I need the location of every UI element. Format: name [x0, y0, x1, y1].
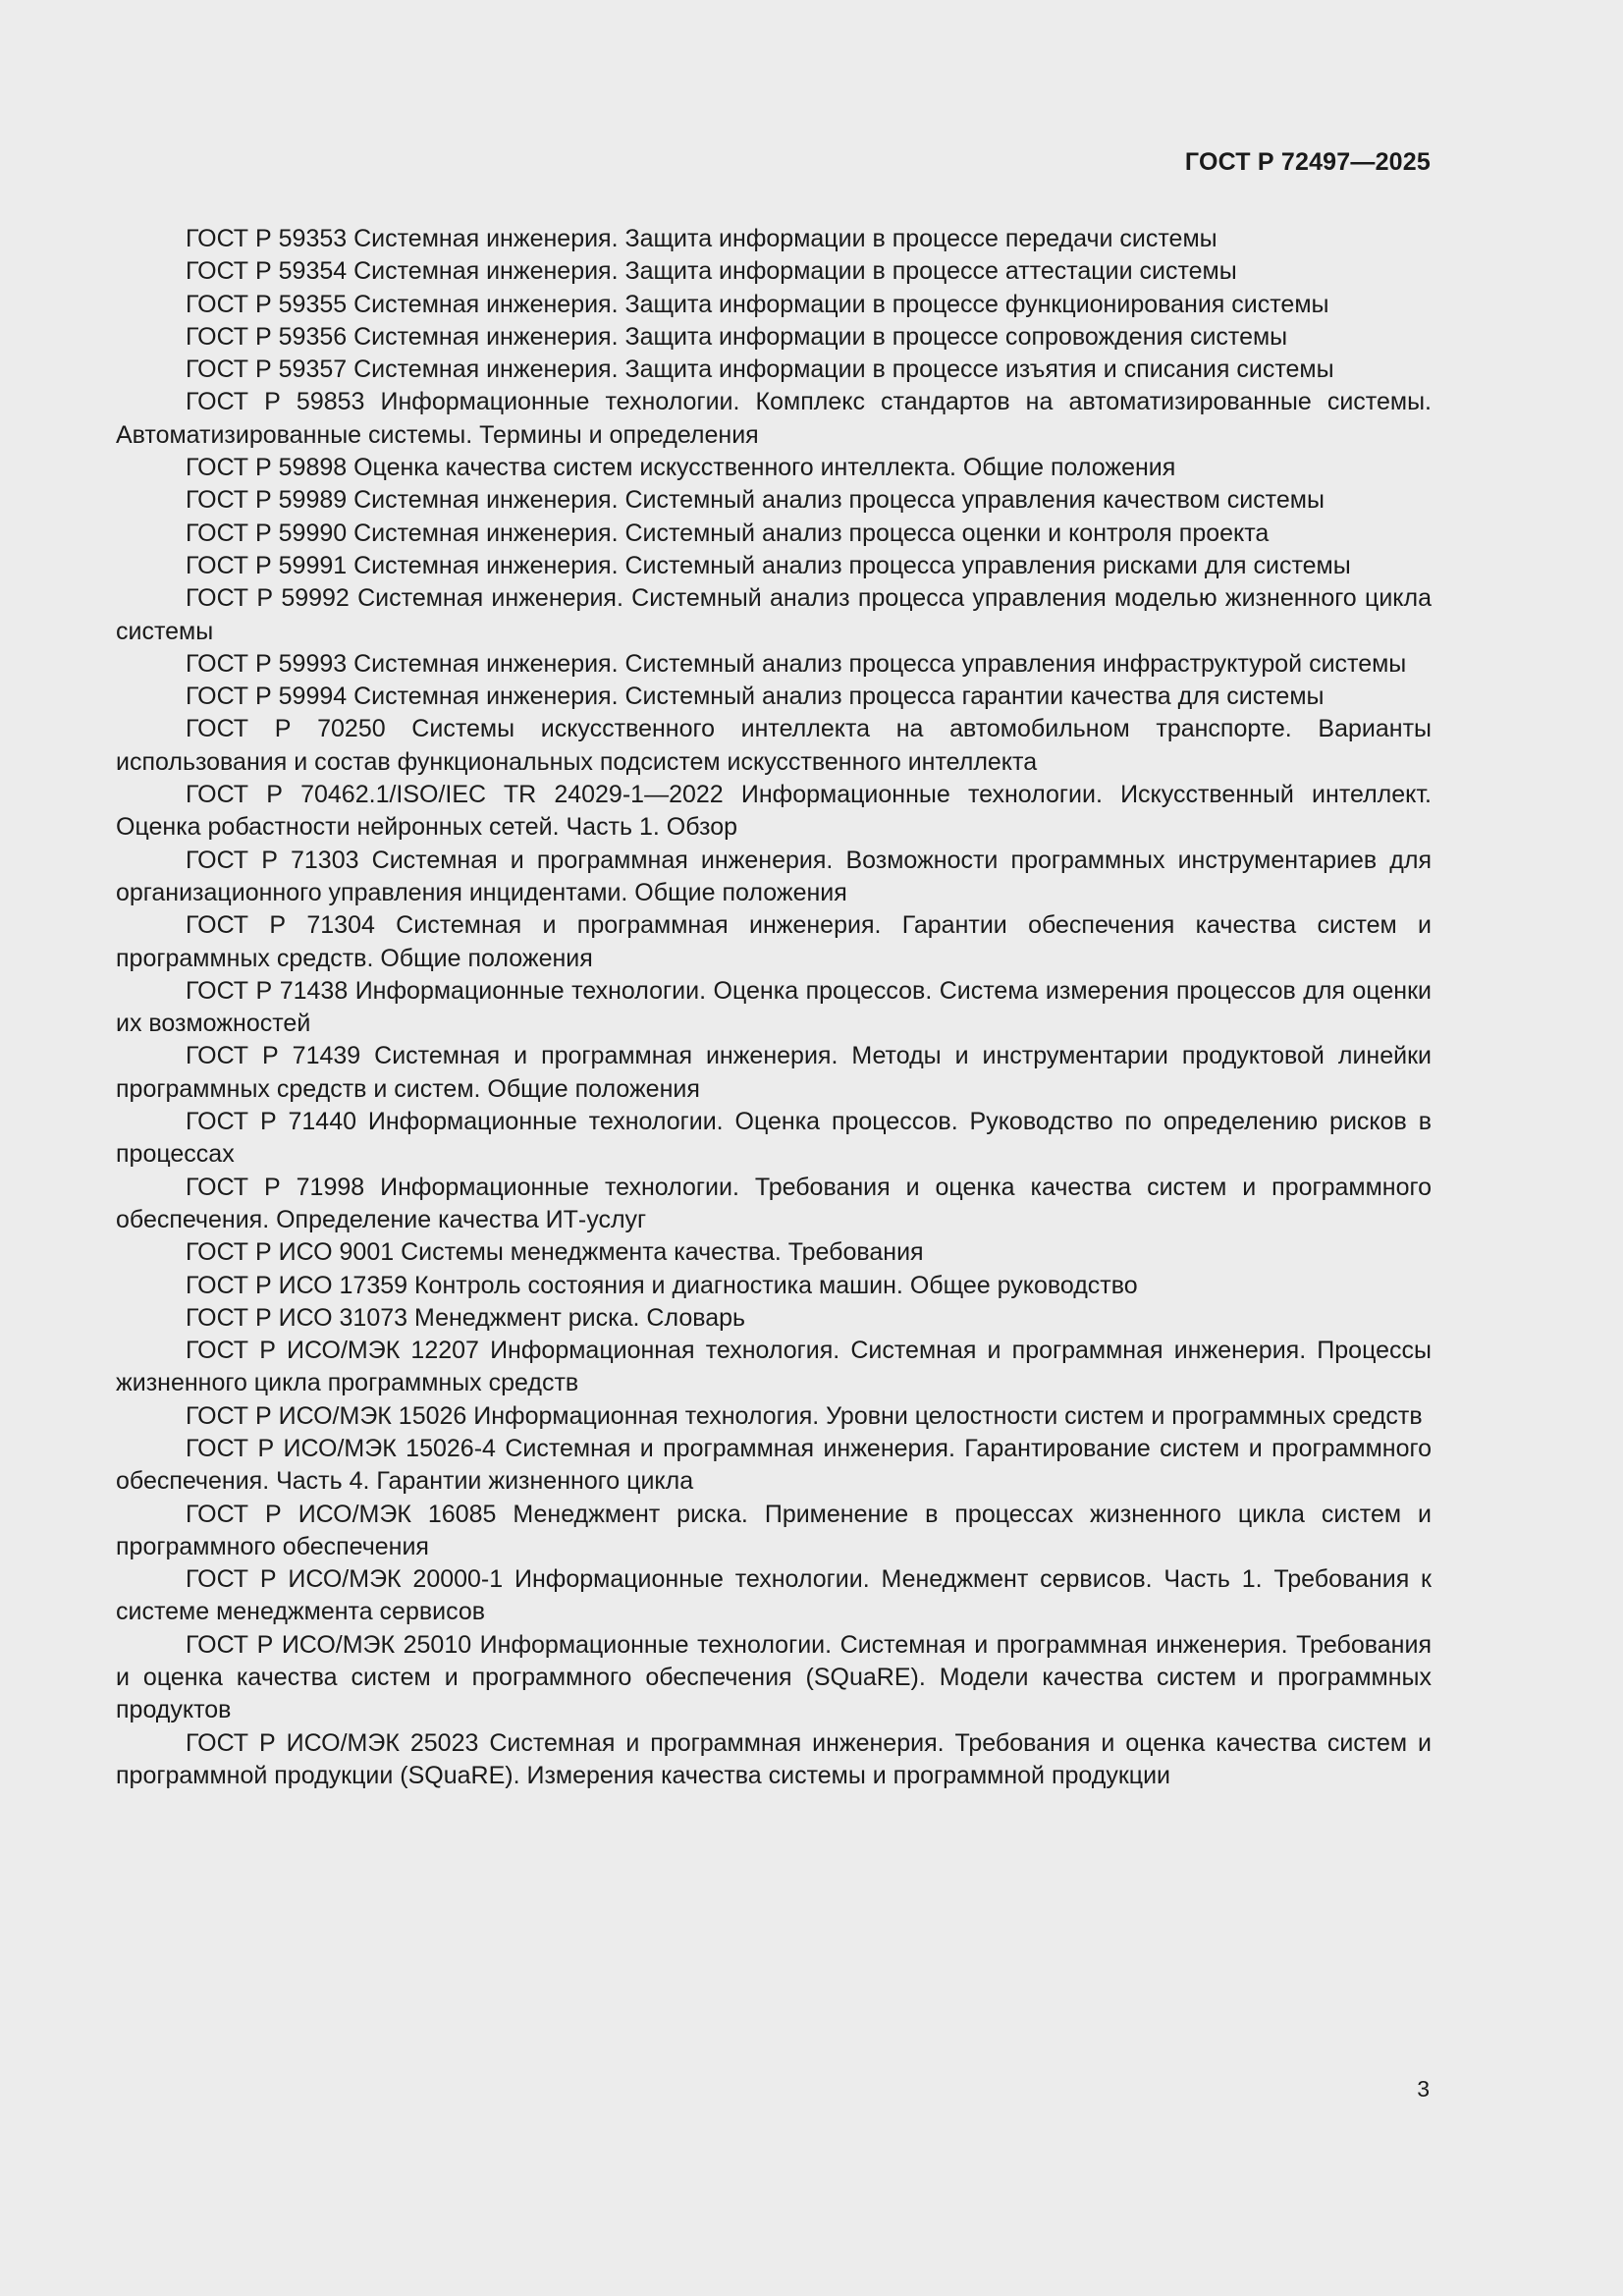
reference-entry: ГОСТ Р 59991 Системная инженерия. Системный анализ процесса управления рисками для системы: [186, 551, 1351, 579]
reference-entry: ГОСТ Р 70462.1/ISO/IEC TR 24029-1—2022 Информационные технологии. Искусственный интеллект. Оценка робастности нейронных сетей. Часть 1. Обзор: [116, 781, 1432, 842]
reference-entry: ГОСТ Р 71439 Системная и программная инженерия. Методы и инструментарии продуктовой линейки программных средств и систем. Общие положения: [116, 1042, 1432, 1103]
reference-entry: ГОСТ Р 59355 Системная инженерия. Защита информации в процессе функционирования системы: [186, 290, 1329, 318]
reference-entry: ГОСТ Р ИСО 17359 Контроль состояния и диагностика машин. Общее руководство: [186, 1271, 1138, 1299]
reference-entry: ГОСТ Р ИСО/МЭК 12207 Информационная технология. Системная и программная инженерия. Процессы жизненного цикла программных средств: [116, 1337, 1432, 1397]
reference-entry: ГОСТ Р 59994 Системная инженерия. Системный анализ процесса гарантии качества для системы: [186, 683, 1325, 711]
reference-entry: ГОСТ Р 59853 Информационные технологии. Комплекс стандартов на автоматизированные системы. Автоматизированные системы. Термины и определения: [116, 388, 1432, 449]
reference-entry: ГОСТ Р 70250 Системы искусственного интеллекта на автомобильном транспорте. Варианты использования и состав функциональных подсистем искусственного интеллекта: [116, 715, 1432, 776]
reference-entry: ГОСТ Р 59990 Системная инженерия. Системный анализ процесса оценки и контроля проекта: [186, 519, 1270, 547]
reference-entry: ГОСТ Р 59989 Системная инженерия. Системный анализ процесса управления качеством системы: [186, 486, 1325, 515]
reference-entry: ГОСТ Р ИСО/МЭК 25010 Информационные технологии. Системная и программная инженерия. Требования и оценка качества систем и программного обеспечения (SQuaRE). Модели качества систем и программных продуктов: [116, 1630, 1432, 1724]
reference-entry: ГОСТ Р ИСО/МЭК 25023 Системная и программная инженерия. Требования и оценка качества систем и программной продукции (SQuaRE). Измерения качества системы и программной продукции: [116, 1728, 1432, 1789]
reference-entry: ГОСТ Р ИСО/МЭК 16085 Менеджмент риска. Применение в процессах жизненного цикла систем и программного обеспечения: [116, 1500, 1432, 1560]
reference-entry: ГОСТ Р 71304 Системная и программная инженерия. Гарантии обеспечения качества систем и программных средств. Общие положения: [116, 911, 1432, 972]
reference-entry: ГОСТ Р ИСО/МЭК 20000-1 Информационные технологии. Менеджмент сервисов. Часть 1. Требования к системе менеджмента сервисов: [116, 1565, 1432, 1626]
reference-entry: ГОСТ Р 59354 Системная инженерия. Защита информации в процессе аттестации системы: [186, 257, 1237, 286]
reference-entry: ГОСТ Р ИСО/МЭК 15026-4 Системная и программная инженерия. Гарантирование систем и программного обеспечения. Часть 4. Гарантии жизненного цикла: [116, 1434, 1432, 1496]
reference-entry: ГОСТ Р 71440 Информационные технологии. Оценка процессов. Руководство по определению рисков в процессах: [116, 1108, 1432, 1169]
reference-entry: ГОСТ Р 71438 Информационные технологии. Оценка процессов. Система измерения процессов для оценки их возможностей: [116, 976, 1432, 1038]
reference-entry: ГОСТ Р 71303 Системная и программная инженерия. Возможности программных инструментариев для организационного управления инцидентами. Общие положения: [116, 846, 1432, 906]
reference-entry: ГОСТ Р ИСО 31073 Менеджмент риска. Словарь: [186, 1303, 746, 1332]
reference-entry: ГОСТ Р ИСО 9001 Системы менеджмента качества. Требования: [186, 1238, 924, 1267]
reference-entry: ГОСТ Р 59356 Системная инженерия. Защита информации в процессе сопровождения системы: [186, 322, 1288, 351]
reference-entry: ГОСТ Р 71998 Информационные технологии. Требования и оценка качества систем и программного обеспечения. Определение качества ИТ-услуг: [116, 1173, 1432, 1233]
reference-entry: ГОСТ Р 59993 Системная инженерия. Системный анализ процесса управления инфраструктурой системы: [186, 649, 1407, 678]
page-number: 3: [1417, 2076, 1430, 2102]
reference-entry: ГОСТ Р 59898 Оценка качества систем искусственного интеллекта. Общие положения: [186, 454, 1176, 482]
reference-entry: ГОСТ Р 59992 Системная инженерия. Системный анализ процесса управления моделью жизненного цикла системы: [116, 584, 1432, 645]
reference-entry: ГОСТ Р ИСО/МЭК 15026 Информационная технология. Уровни целостности систем и программных средств: [186, 1401, 1423, 1430]
reference-entry: ГОСТ Р 59357 Системная инженерия. Защита информации в процессе изъятия и списания системы: [186, 355, 1334, 384]
document-header-id: ГОСТ Р 72497—2025: [1184, 148, 1431, 176]
normative-references-list: [116, 223, 1432, 1792]
reference-entry: ГОСТ Р 59353 Системная инженерия. Защита информации в процессе передачи системы: [186, 225, 1217, 252]
